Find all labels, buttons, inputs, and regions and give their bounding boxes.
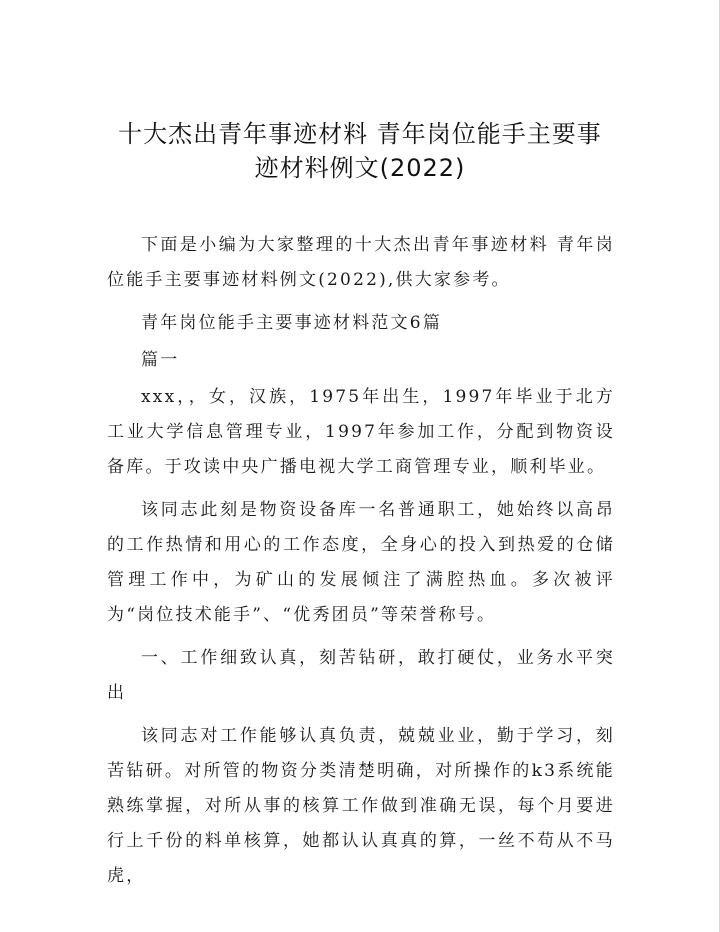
document-body — [107, 228, 615, 902]
body-paragraph: xxx，，女，汉族，1975年出生，1997年毕业于北方工业大学信息管理专业，1997年参加工作，分配到物资设备库。于攻读中央广播电视大学工商管理专业，顺利毕业。 — [107, 387, 615, 477]
chapter-heading: 篇一 — [141, 350, 180, 370]
section-heading: 青年岗位能手主要事迹材料范文6篇 — [141, 313, 443, 333]
body-paragraph: 该同志此刻是物资设备库一名普通职工，她始终以高昂的工作热情和用心的工作态度，全身心的投入到热爱的仓储管理工作中，为矿山的发展倾注了满腔热血。多次被评为“岗位技术能手”、“优秀团员”等荣誉称号。 — [107, 500, 615, 625]
subsection-heading: 一、工作细致认真，刻苦钻研，敢打硬仗，业务水平突出 — [107, 648, 615, 703]
title-line-1: 十大杰出青年事迹材料 青年岗位能手主要事 — [118, 120, 602, 148]
title-line-2: 迹材料例文(2022) — [254, 154, 466, 182]
intro-paragraph: 下面是小编为大家整理的十大杰出青年事迹材料 青年岗位能手主要事迹材料例文(2022),供大家参考。 — [107, 235, 615, 290]
body-paragraph: 该同志对工作能够认真负责，兢兢业业，勤于学习，刻苦钻研。对所管的物资分类清楚明确，对所操作的k3系统能熟练掌握，对所从事的核算工作做到准确无误，每个月要进行上千份的料单核算，她都认认真真的算，一丝不苟从不马虎， — [107, 726, 615, 886]
document-title — [90, 117, 630, 185]
